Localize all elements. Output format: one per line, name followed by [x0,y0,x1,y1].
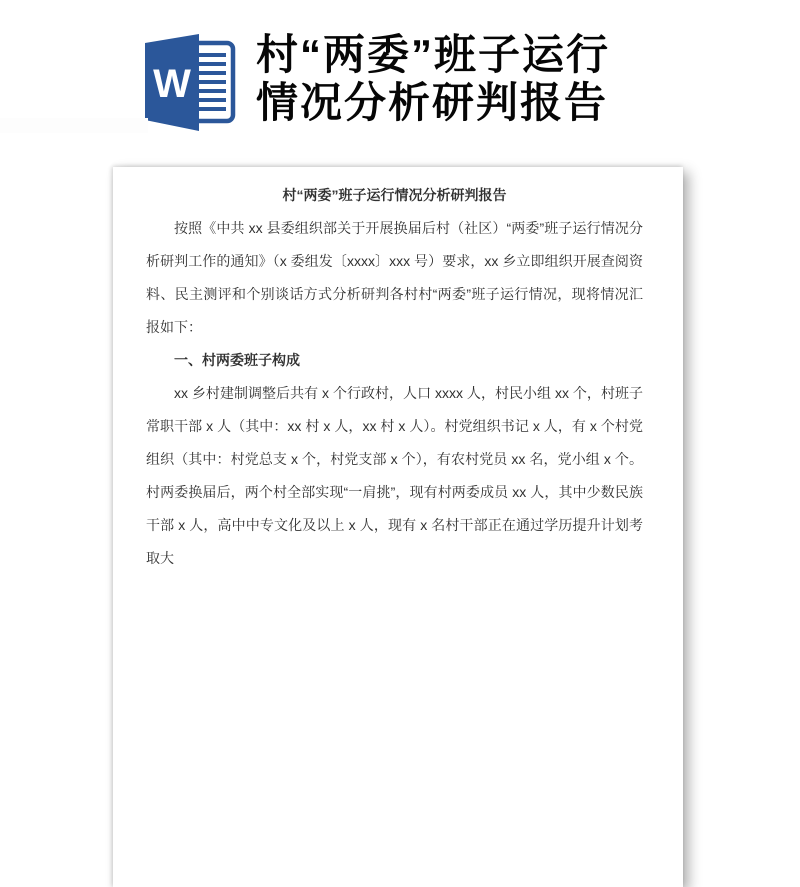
document-preview-page[interactable] [113,167,683,887]
doc-paragraph-body: xx 乡村建制调整后共有 x 个行政村，人口 xxxx 人，村民小组 xx 个，村班子常职干部 x 人（其中：xx 村 x 人，xx 村 x 人）。村党组织书记 x 人，有 x 个村党组织（其中：村党总支 x 个，村党支部 x 个），有农村党员 xx 名，党小组 x 个。村两委换届后，两个村全部实现“一肩挑”，现有村两委成员 xx 人，其中少数民族干部 x 人，高中中专文化及以上 x 人，现有 x 名村干部正在通过学历提升计划考取大 [146,385,643,566]
page-title-line-2: 情况分析研判报告 [256,79,609,126]
page-title-line-1: 村“两委”班子运行 [256,31,611,78]
doc-paragraph-intro: 按照《中共 xx 县委组织部关于开展换届后村（社区）“两委”班子运行情况分析研判工作的通知》（x 委组发〔xxxx〕xxx 号）要求，xx 乡立即组织开展查阅资料、民主测评和个别谈话方式分析研判各村村“两委”班子运行情况，现将情况汇报如下： [146,220,643,335]
word-icon-letter: W [153,62,191,106]
word-file-icon [145,33,237,132]
page-title [256,31,610,127]
doc-title: 村“两委”班子运行情况分析研判报告 [282,187,507,203]
word-doc-lines [196,55,226,109]
doc-section-heading: 一、村两委班子构成 [174,352,300,368]
decor-strip [0,118,148,133]
ms-word-icon [145,33,237,132]
